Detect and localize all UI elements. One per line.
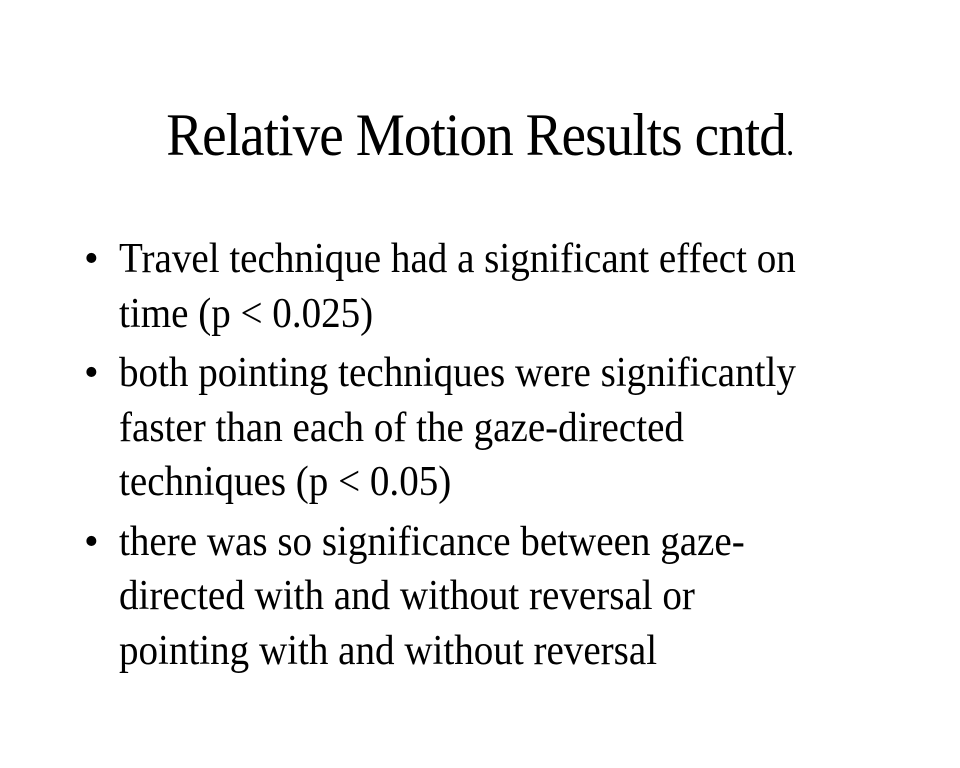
slide-title-text [166, 100, 793, 178]
bullet-text-1: Travel technique had a significant effect on time (p < 0.025) [119, 236, 796, 337]
bullet-marker: • [84, 236, 99, 282]
slide-title-period: . [786, 123, 794, 163]
slide-title-main: Relative Motion Results cntd [166, 102, 787, 168]
bullet-text-3: there was so significance between gaze- directed with and without reversal or pointing with and without reversal [119, 518, 745, 674]
slide-title [0, 100, 960, 178]
bullet-marker: • [84, 518, 99, 565]
bullet-text-2: both pointing techniques were significantly faster than each of the gaze-directed techniques (p < 0.05) [119, 350, 796, 505]
bullet-marker: • [84, 350, 99, 396]
bullet-item-1 [84, 232, 884, 341]
bullet-item-3 [84, 515, 884, 679]
bullet-list [84, 232, 884, 683]
bullet-item-2 [84, 346, 884, 510]
